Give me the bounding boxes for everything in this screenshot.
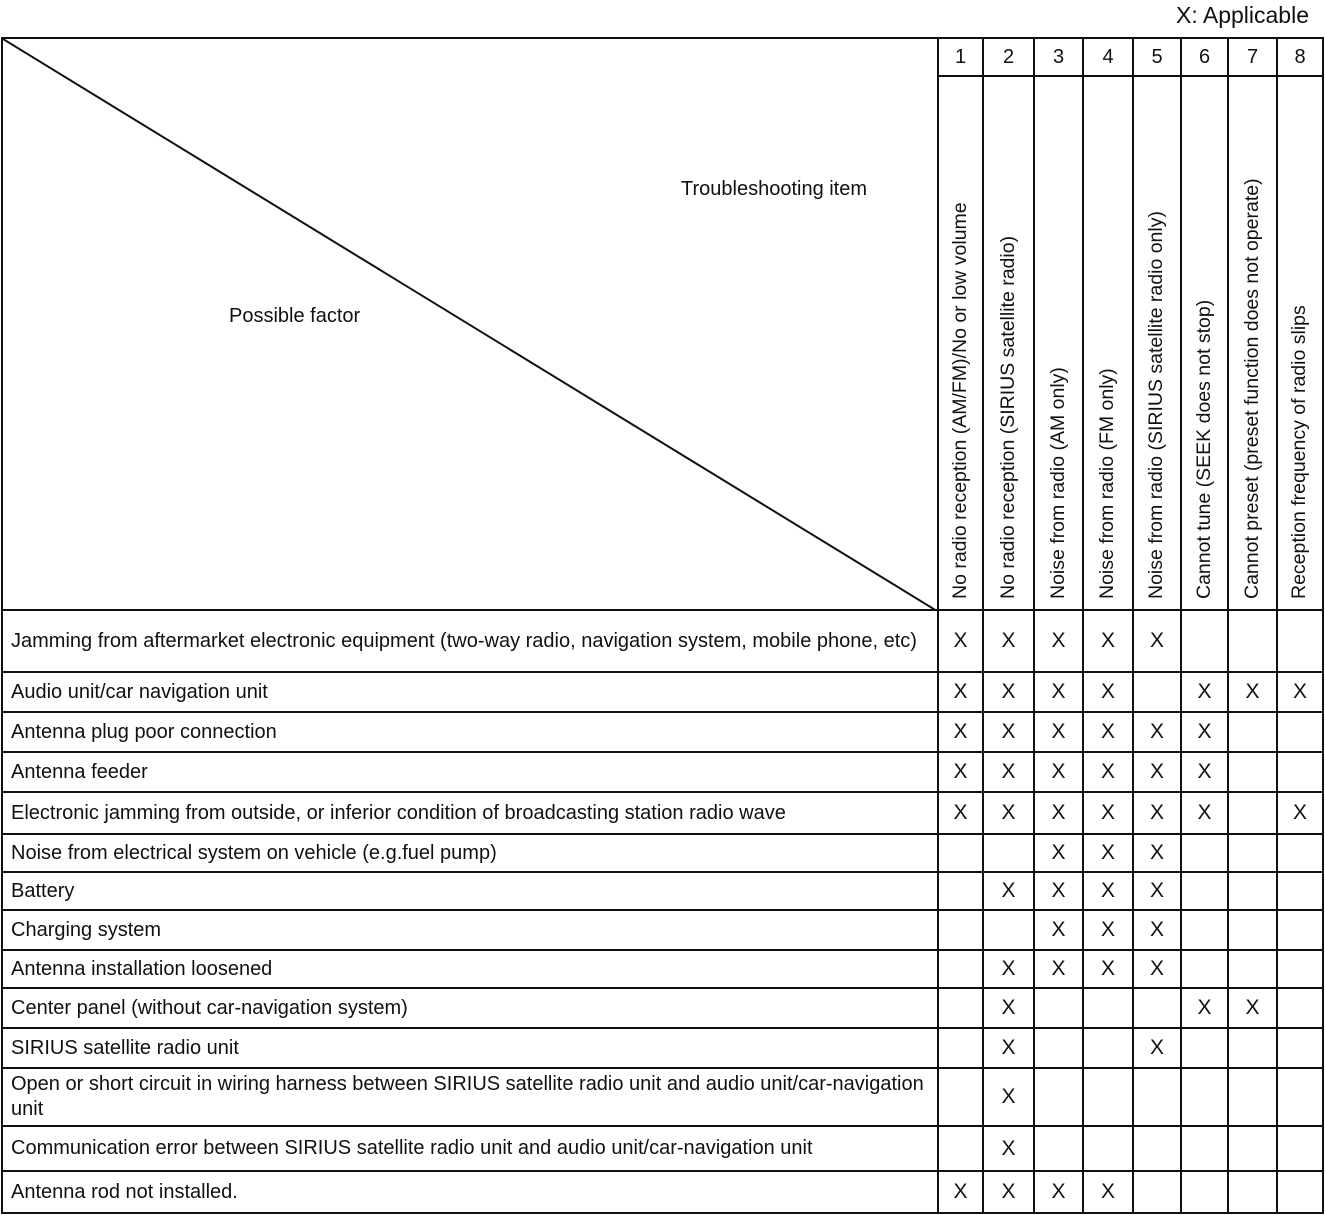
applicable-mark: X: [983, 672, 1034, 712]
applicable-mark: [1034, 1126, 1083, 1171]
table-row: [2, 910, 1323, 950]
applicable-mark: [1133, 1068, 1181, 1126]
table-row: [2, 1068, 1323, 1126]
troubleshooting-table: [1, 37, 1324, 1214]
applicable-mark: [1277, 988, 1323, 1028]
applicable-mark: X: [983, 1126, 1034, 1171]
applicable-mark: [1034, 1068, 1083, 1126]
possible-factor: Antenna plug poor connection: [2, 712, 938, 752]
applicable-mark: [1277, 712, 1323, 752]
applicable-mark: X: [983, 872, 1034, 910]
applicable-mark: [1277, 1068, 1323, 1126]
applicable-mark: X: [1181, 792, 1228, 834]
column-label-cell: [983, 76, 1034, 610]
applicable-mark: [1181, 1171, 1228, 1213]
applicable-mark: [1228, 610, 1277, 672]
applicable-mark: X: [1133, 1028, 1181, 1068]
column-number: 2: [983, 38, 1034, 76]
applicable-mark: X: [1083, 672, 1133, 712]
applicable-mark: X: [1228, 988, 1277, 1028]
applicable-mark: X: [1083, 712, 1133, 752]
applicable-mark: [1228, 792, 1277, 834]
applicable-mark: [1181, 1126, 1228, 1171]
applicable-mark: X: [1083, 910, 1133, 950]
applicable-mark: X: [938, 712, 983, 752]
applicable-mark: X: [1133, 610, 1181, 672]
applicable-mark: X: [983, 752, 1034, 792]
table-row: [2, 834, 1323, 872]
possible-factor: Charging system: [2, 910, 938, 950]
possible-factor: Antenna feeder: [2, 752, 938, 792]
applicable-mark: [938, 872, 983, 910]
applicable-mark: X: [1034, 712, 1083, 752]
table-row: [2, 1126, 1323, 1171]
applicable-mark: [938, 834, 983, 872]
applicable-mark: X: [1277, 792, 1323, 834]
applicable-mark: [1277, 834, 1323, 872]
table-row: [2, 872, 1323, 910]
applicable-mark: [1277, 872, 1323, 910]
applicable-mark: X: [983, 712, 1034, 752]
applicable-mark: [1228, 1126, 1277, 1171]
applicable-mark: X: [938, 752, 983, 792]
applicable-mark: X: [1034, 834, 1083, 872]
applicable-mark: X: [938, 1171, 983, 1213]
applicable-mark: [1133, 672, 1181, 712]
applicable-mark: [1083, 1028, 1133, 1068]
column-label: No radio reception (AM/FM)/No or low volume: [948, 202, 971, 600]
applicable-mark: X: [1083, 950, 1133, 988]
applicable-mark: [938, 950, 983, 988]
applicable-mark: X: [938, 610, 983, 672]
applicable-mark: X: [1133, 834, 1181, 872]
table-row: [2, 712, 1323, 752]
possible-factor: Communication error between SIRIUS satellite radio unit and audio unit/car-navigation unit: [2, 1126, 938, 1171]
applicable-mark: X: [983, 950, 1034, 988]
applicable-mark: X: [1034, 792, 1083, 834]
applicable-mark: X: [1083, 610, 1133, 672]
applicable-mark: [1228, 950, 1277, 988]
column-number: 3: [1034, 38, 1083, 76]
column-label-cell: [1083, 76, 1133, 610]
applicable-mark: X: [1034, 610, 1083, 672]
possible-factor-label: Possible factor: [229, 305, 361, 327]
applicable-mark: X: [1034, 1171, 1083, 1213]
table-row: [2, 610, 1323, 672]
applicable-mark: [1277, 752, 1323, 792]
possible-factor: Open or short circuit in wiring harness between SIRIUS satellite radio unit and audio unit/car-navigation unit: [2, 1068, 938, 1126]
column-label: Noise from radio (SIRIUS satellite radio only): [1145, 211, 1167, 600]
column-label-cell: [938, 76, 983, 610]
applicable-mark: X: [1034, 950, 1083, 988]
applicable-mark: X: [1083, 752, 1133, 792]
table-row: [2, 1171, 1323, 1213]
column-number: 7: [1228, 38, 1277, 76]
applicable-mark: X: [1133, 712, 1181, 752]
applicable-mark: X: [983, 1068, 1034, 1126]
column-label-cell: [1034, 76, 1083, 610]
applicable-mark: X: [938, 672, 983, 712]
possible-factor: Center panel (without car-navigation system): [2, 988, 938, 1028]
applicable-mark: X: [983, 1171, 1034, 1213]
applicable-mark: [1228, 834, 1277, 872]
column-label-cell: [1181, 76, 1228, 610]
applicable-mark: X: [1083, 834, 1133, 872]
column-label-cell: [1133, 76, 1181, 610]
applicable-mark: X: [1181, 712, 1228, 752]
column-label: Cannot preset (preset function does not operate): [1240, 178, 1263, 600]
column-label-cell: [1228, 76, 1277, 610]
legend: X: Applicable: [1176, 2, 1309, 28]
column-label-cell: [1277, 76, 1323, 610]
applicable-mark: X: [983, 792, 1034, 834]
applicable-mark: [1228, 872, 1277, 910]
column-number: 6: [1181, 38, 1228, 76]
applicable-mark: [1277, 1171, 1323, 1213]
applicable-mark: [1181, 1028, 1228, 1068]
applicable-mark: [938, 910, 983, 950]
applicable-mark: X: [1083, 792, 1133, 834]
applicable-mark: X: [1133, 910, 1181, 950]
applicable-mark: X: [1181, 672, 1228, 712]
possible-factor: Jamming from aftermarket electronic equipment (two-way radio, navigation system, mobile phone, etc): [2, 610, 938, 672]
applicable-mark: [1133, 1171, 1181, 1213]
applicable-mark: [1083, 988, 1133, 1028]
applicable-mark: [1181, 1068, 1228, 1126]
possible-factor: Noise from electrical system on vehicle (e.g.fuel pump): [2, 834, 938, 872]
possible-factor: Antenna installation loosened: [2, 950, 938, 988]
applicable-mark: X: [938, 792, 983, 834]
corner-cell: [2, 38, 938, 610]
applicable-mark: [1277, 610, 1323, 672]
applicable-mark: X: [1133, 792, 1181, 834]
possible-factor: Electronic jamming from outside, or inferior condition of broadcasting station radio wave: [2, 792, 938, 834]
column-label: Reception frequency of radio slips: [1288, 305, 1310, 600]
applicable-mark: [1181, 872, 1228, 910]
applicable-mark: [1133, 1126, 1181, 1171]
applicable-mark: X: [1034, 910, 1083, 950]
table-row: [2, 752, 1323, 792]
applicable-mark: [983, 910, 1034, 950]
applicable-mark: [1181, 610, 1228, 672]
possible-factor: Battery: [2, 872, 938, 910]
table-row: [2, 988, 1323, 1028]
applicable-mark: [938, 1126, 983, 1171]
applicable-mark: X: [983, 1028, 1034, 1068]
table-row: [2, 672, 1323, 712]
possible-factor: SIRIUS satellite radio unit: [2, 1028, 938, 1068]
applicable-mark: X: [1083, 1171, 1133, 1213]
applicable-mark: X: [1181, 752, 1228, 792]
applicable-mark: X: [1034, 872, 1083, 910]
column-number: 1: [938, 38, 983, 76]
column-label: Cannot tune (SEEK does not stop): [1192, 300, 1215, 600]
table-row: [2, 792, 1323, 834]
applicable-mark: X: [1133, 950, 1181, 988]
applicable-mark: [938, 1068, 983, 1126]
applicable-mark: [1228, 1068, 1277, 1126]
applicable-mark: X: [1034, 672, 1083, 712]
applicable-mark: X: [1228, 672, 1277, 712]
applicable-mark: X: [1083, 872, 1133, 910]
applicable-mark: X: [983, 610, 1034, 672]
applicable-mark: X: [1181, 988, 1228, 1028]
applicable-mark: [938, 1028, 983, 1068]
applicable-mark: [1228, 752, 1277, 792]
column-number: 5: [1133, 38, 1181, 76]
applicable-mark: [1228, 712, 1277, 752]
table-row: [2, 1028, 1323, 1068]
column-number: 8: [1277, 38, 1323, 76]
column-label: Noise from radio (AM only): [1046, 367, 1069, 600]
applicable-mark: [1083, 1068, 1133, 1126]
applicable-mark: [1277, 1126, 1323, 1171]
applicable-mark: [1181, 950, 1228, 988]
applicable-mark: X: [983, 988, 1034, 1028]
applicable-mark: [1228, 1028, 1277, 1068]
applicable-mark: [1133, 988, 1181, 1028]
table-row: [2, 950, 1323, 988]
applicable-mark: [1034, 988, 1083, 1028]
applicable-mark: [1034, 1028, 1083, 1068]
column-label: Noise from radio (FM only): [1096, 368, 1118, 600]
applicable-mark: [938, 988, 983, 1028]
applicable-mark: [1277, 950, 1323, 988]
applicable-mark: X: [1133, 872, 1181, 910]
column-number: 4: [1083, 38, 1133, 76]
applicable-mark: [1277, 1028, 1323, 1068]
applicable-mark: [1181, 834, 1228, 872]
troubleshooting-item-label: Troubleshooting item: [681, 178, 868, 200]
column-label: No radio reception (SIRIUS satellite radio): [996, 236, 1019, 600]
applicable-mark: [1277, 910, 1323, 950]
applicable-mark: X: [1034, 752, 1083, 792]
applicable-mark: [1083, 1126, 1133, 1171]
applicable-mark: [1228, 910, 1277, 950]
possible-factor: Antenna rod not installed.: [2, 1171, 938, 1213]
applicable-mark: X: [1277, 672, 1323, 712]
corner-diagonal: [3, 39, 937, 611]
possible-factor: Audio unit/car navigation unit: [2, 672, 938, 712]
applicable-mark: [983, 834, 1034, 872]
applicable-mark: [1181, 910, 1228, 950]
applicable-mark: X: [1133, 752, 1181, 792]
applicable-mark: [1228, 1171, 1277, 1213]
